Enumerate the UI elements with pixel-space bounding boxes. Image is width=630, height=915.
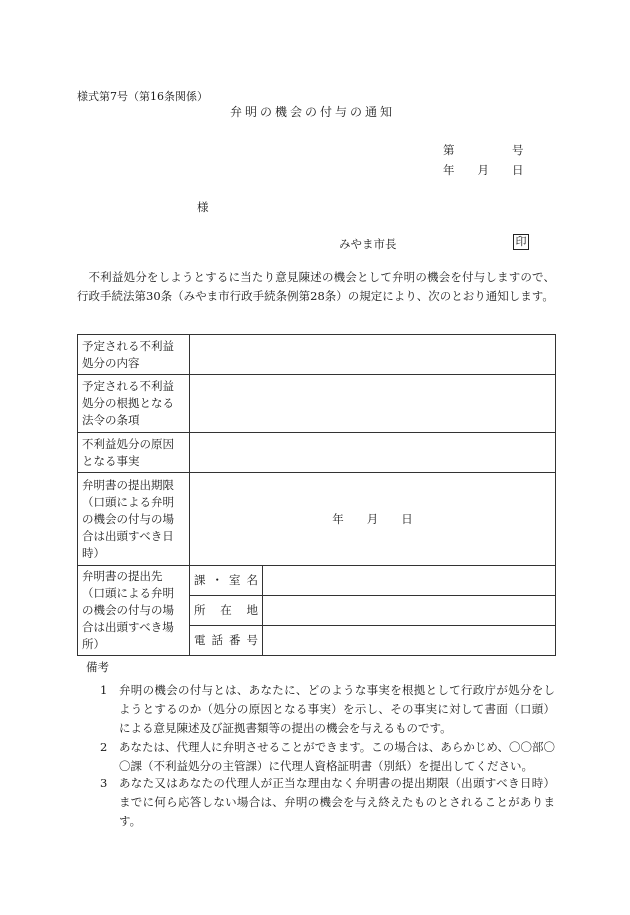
table-row — [78, 566, 556, 596]
note-item — [100, 681, 555, 738]
note-number: 2 — [100, 740, 108, 754]
row-label-submission-destination: 弁明書の提出先（口頭による弁明の機会の付与の場合は出頭すべき場所） — [78, 566, 190, 656]
document-date-line: 年 月 日 — [443, 163, 524, 177]
sub-label-address: 所在地 — [190, 596, 263, 626]
document-title: 弁明の機会の付与の通知 — [230, 105, 396, 119]
note-item — [100, 774, 555, 831]
seal-mark: 印 — [513, 234, 529, 250]
note-text: 弁明の機会の付与とは、あなたに、どのような事実を根拠として行政庁が処分をしようとするのか（処分の原因となる事実）を示し、その事実に対して書面（口頭）による意見陳述及び証拠書類等の提出の機会を与えるものです。 — [119, 683, 555, 735]
value-submission-deadline[interactable]: 年 月 日 — [190, 473, 556, 566]
body-paragraph: 不利益処分をしようとするに当たり意見陳述の機会として弁明の機会を付与しますので、行政手続法第30条（みやま市行政手続条例第28条）の規定により、次のとおり通知します。 — [77, 270, 555, 303]
sub-label-phone: 電話番号 — [190, 626, 263, 656]
table-row — [78, 473, 556, 566]
value-cause-facts[interactable] — [190, 433, 556, 473]
sub-label-department: 課・室名 — [190, 566, 263, 596]
table-row — [78, 433, 556, 473]
value-address[interactable] — [263, 596, 556, 626]
note-number: 1 — [100, 683, 108, 697]
note-text: あなた又はあなたの代理人が正当な理由なく弁明書の提出期限（出頭すべき日時）までに何ら応答しない場合は、弁明の機会を与え終えたものとされることがあります。 — [119, 776, 555, 828]
value-legal-basis[interactable] — [190, 375, 556, 433]
document-number-line: 第 号 — [443, 143, 524, 157]
value-phone[interactable] — [263, 626, 556, 656]
note-item — [100, 738, 555, 776]
row-label-cause-facts: 不利益処分の原因となる事実 — [78, 433, 190, 473]
note-number: 3 — [100, 776, 108, 790]
note-text: あなたは、代理人に弁明させることができます。この場合は、あらかじめ、〇〇部〇〇課（不利益処分の主管課）に代理人資格証明書（別紙）を提出してください。 — [119, 740, 555, 773]
addressee: 様 — [197, 200, 209, 214]
issuer-name: みやま市長 — [339, 237, 397, 251]
row-label-submission-deadline: 弁明書の提出期限（口頭による弁明の機会の付与の場合は出頭すべき日時） — [78, 473, 190, 566]
table-row — [78, 375, 556, 433]
value-department[interactable] — [263, 566, 556, 596]
row-label-legal-basis: 予定される不利益処分の根拠となる法令の条項 — [78, 375, 190, 433]
value-proposed-disposition[interactable] — [190, 335, 556, 375]
table-row — [78, 335, 556, 375]
notes-heading: 備考 — [86, 660, 109, 674]
row-label-proposed-disposition: 予定される不利益処分の内容 — [78, 335, 190, 375]
notice-table — [77, 334, 556, 656]
form-number: 様式第7号（第16条関係） — [77, 90, 208, 103]
